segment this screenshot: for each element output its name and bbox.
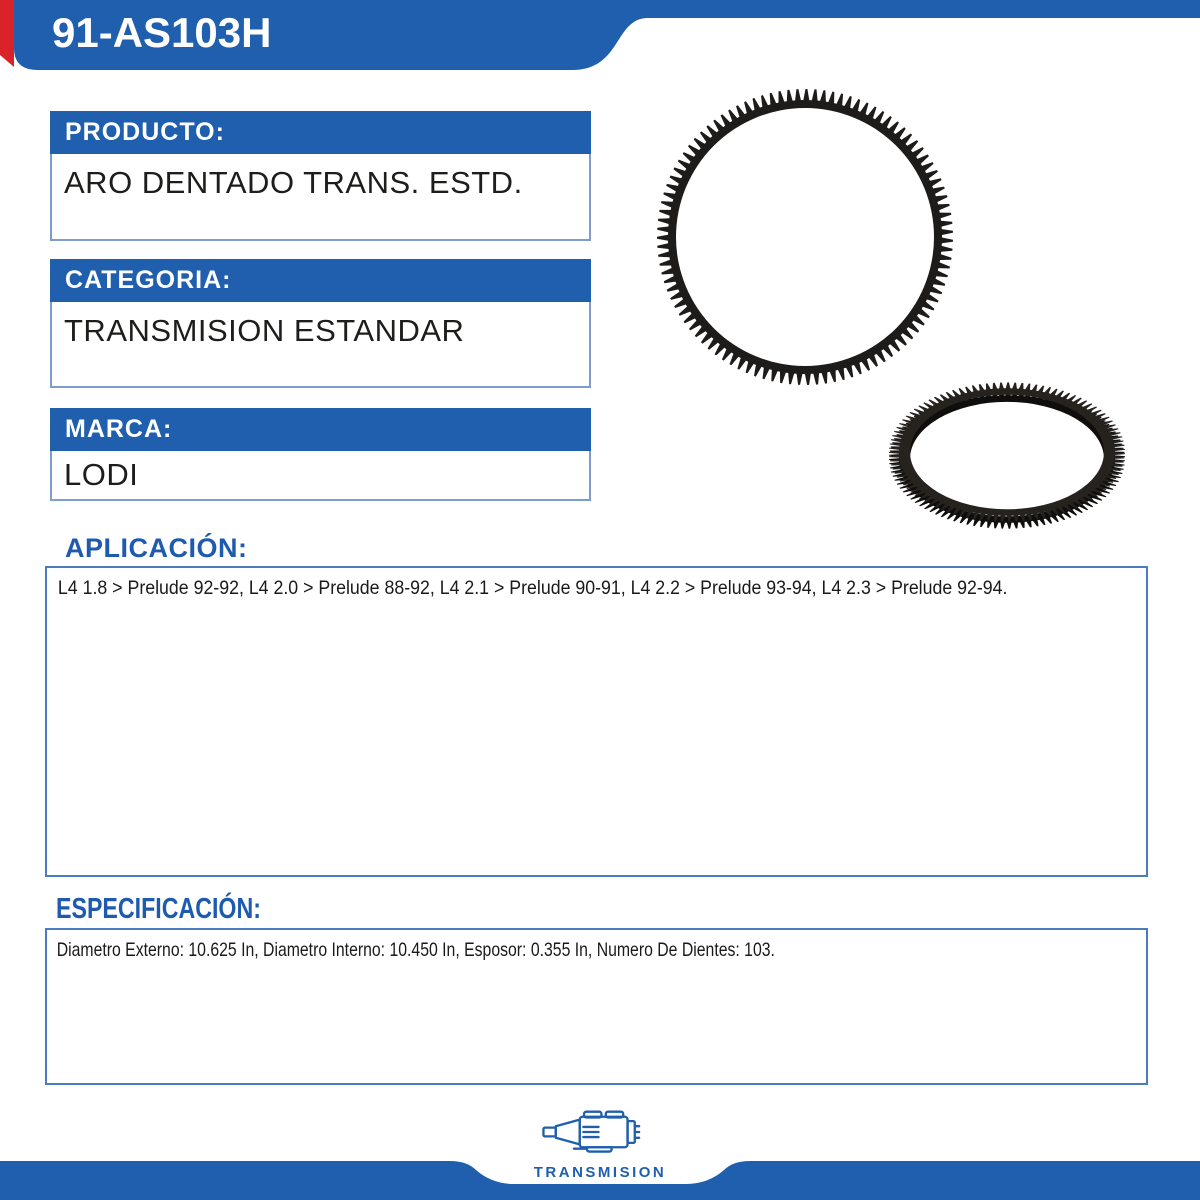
footer-category-label: TRANSMISION [533,1164,667,1181]
especificacion-heading: ESPECIFICACIÓN: [56,893,261,925]
especificacion-text: Diametro Externo: 10.625 In, Diametro Interno: 10.450 In, Esposor: 0.355 In, Numero De Dientes: 103. [56,939,775,961]
producto-label: PRODUCTO: [50,111,591,154]
transmission-icon [542,1108,658,1156]
aplicacion-text: L4 1.8 > Prelude 92-92, L4 2.0 > Prelude 88-92, L4 2.1 > Prelude 90-91, L4 2.2 > Prelude 93-94, L4 2.3 > Prelude 92-94. [57,577,1008,599]
field-marca [50,408,591,501]
categoria-value: TRANSMISION ESTANDAR [50,302,591,388]
marca-label: MARCA: [50,408,591,451]
producto-value: ARO DENTADO TRANS. ESTD. [50,154,591,241]
aplicacion-box [45,566,1148,877]
especificacion-box [45,928,1148,1085]
field-categoria [50,259,591,388]
part-number: 91-AS103H [52,9,272,56]
ring-gear-product-images [600,50,1180,550]
header-red-accent [0,0,14,67]
aplicacion-heading: APLICACIÓN: [65,533,248,563]
field-producto [50,111,591,241]
categoria-label: CATEGORIA: [50,259,591,302]
marca-value: LODI [50,451,591,501]
